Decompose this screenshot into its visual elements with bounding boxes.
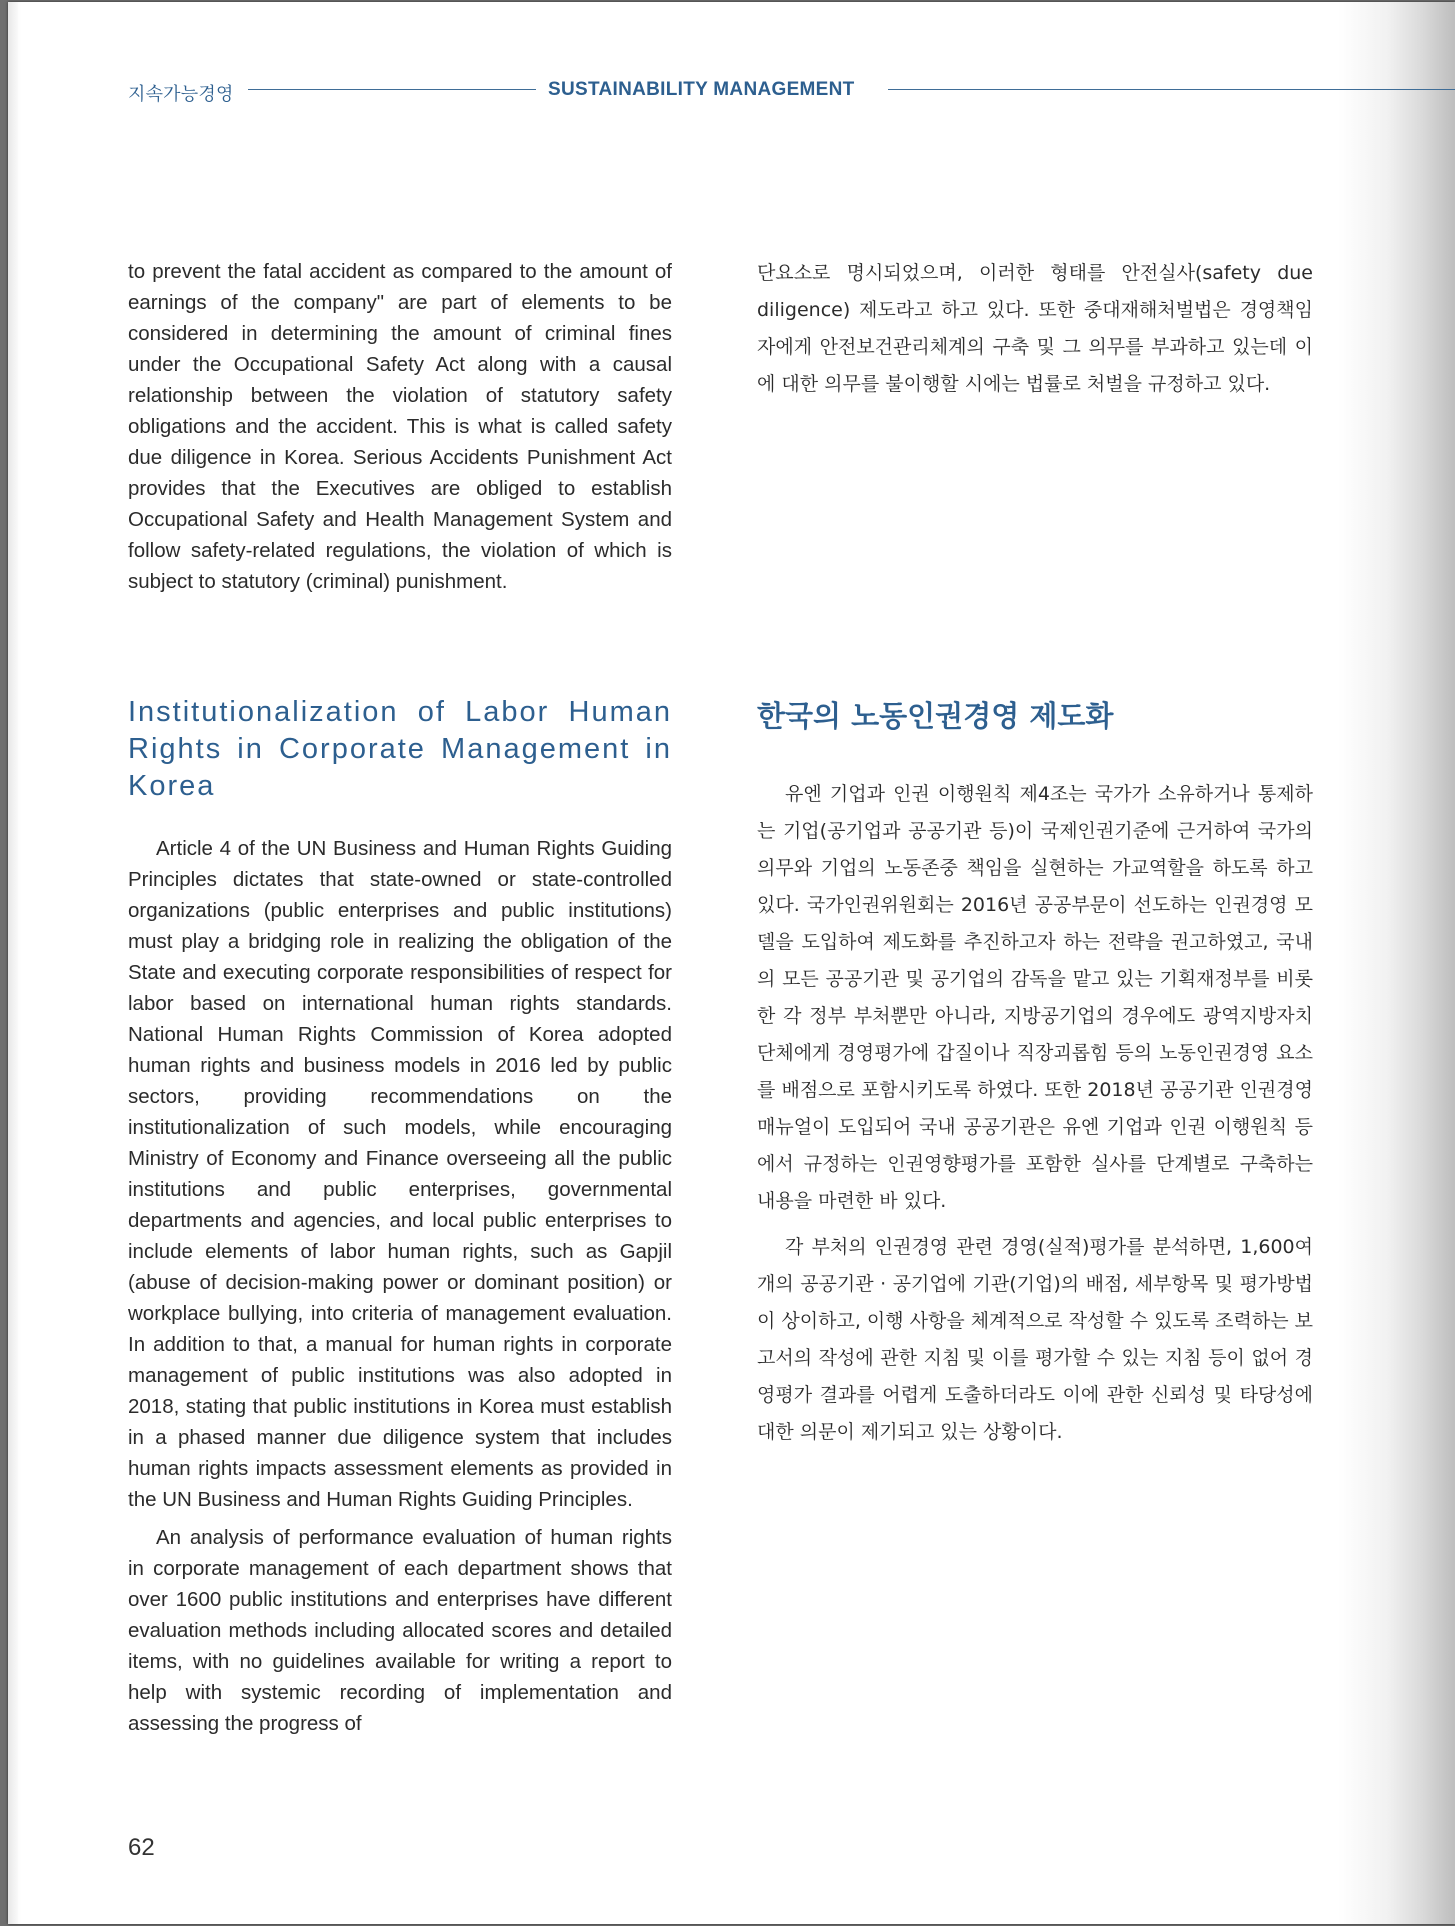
english-top-text <box>128 256 672 597</box>
english-body-paragraph-1: Article 4 of the UN Business and Human Rights Guiding Principles dictates that state-owned or state-controlled organizations (public enterprises and public institutions) must play a bridging role in realizing the obligation of the State and executing corporate responsibilities of respect for labor based on international human rights standards. National Human Rights Commission of Korea adopted human rights and business models in 2016 led by public sectors, providing recommendations on the institutionalization of such models, while encouraging Ministry of Economy and Finance overseeing all the public institutions and public enterprises, governmental departments and agencies, and local public enterprises to include elements of labor human rights, such as Gapjil (abuse of decision-making power or dominant position) or workplace bullying, into criteria of management evaluation. In addition to that, a manual for human rights in corporate management of public institutions was also adopted in 2018, stating that public institutions in Korea must establish in a phased manner due diligence system that includes human rights impacts assessment elements as provided in the UN Business and Human Rights Guiding Principles. <box>128 837 672 1511</box>
header-rule-left <box>248 89 536 90</box>
page-number: 62 <box>128 1834 155 1861</box>
english-section-heading: Institutionalization of Labor Human Rights in Corporate Management in Korea <box>128 696 672 802</box>
korean-section-heading: 한국의 노동인권경영 제도화 <box>757 699 1114 733</box>
english-top-paragraph: to prevent the fatal accident as compared to the amount of earnings of the company" are part of elements to be considered in determining the amount of criminal fines under the Occupational Safety Act along with a causal relationship between the violation of statutory safety obligations and the accident. This is what is called safety due diligence in Korea. Serious Accidents Punishment Act provides that the Executives are obliged to establish Occupational Safety and Health Management System and follow safety-related regulations, the violation of which is subject to statutory (criminal) punishment. <box>128 260 672 593</box>
running-header-english: SUSTAINABILITY MANAGEMENT <box>548 79 855 100</box>
korean-body-paragraph-2: 각 부처의 인권경영 관련 경영(실적)평가를 분석하면, 1,600여개의 공공기관 · 공기업에 기관(기업)의 배점, 세부항목 및 평가방법이 상이하고, 이행 사항을 체계적으로 작성할 수 있도록 조력하는 보고서의 작성에 관한 지침 및 이를 평가할 수 있는 지침 등이 없어 경영평가 결과를 어렵게 도출하더라도 이에 관한 신뢰성 및 타당성에 대한 의문이 제기되고 있는 상황이다. <box>757 1236 1313 1443</box>
korean-top-paragraph: 단요소로 명시되었으며, 이러한 형태를 안전실사(safety due diligence) 제도라고 하고 있다. 또한 중대재해처벌법은 경영책임자에게 안전보건관리체계의 구축 및 그 의무를 부과하고 있는데 이에 대한 의무를 불이행할 시에는 법률로 처벌을 규정하고 있다. <box>757 262 1313 395</box>
korean-top-text <box>757 255 1313 403</box>
page-binding-edge <box>8 2 18 1924</box>
english-body-paragraph-2: An analysis of performance evaluation of human rights in corporate management of each department shows that over 1600 public institutions and enterprises have different evaluation methods including allocated scores and detailed items, with no guidelines available for writing a report to help with systemic recording of implementation and assessing the progress of <box>128 1526 672 1735</box>
english-body <box>128 833 672 1739</box>
header-rule-right <box>888 89 1455 90</box>
running-header-korean: 지속가능경영 <box>128 84 234 104</box>
korean-body <box>757 776 1313 1451</box>
korean-body-paragraph-1: 유엔 기업과 인권 이행원칙 제4조는 국가가 소유하거나 통제하는 기업(공기업과 공공기관 등)이 국제인권기준에 근거하여 국가의 의무와 기업의 노동존중 책임을 실현하는 가교역할을 하도록 하고 있다. 국가인권위원회는 2016년 공공부문이 선도하는 인권경영 모델을 도입하여 제도화를 추진하고자 하는 전략을 권고하였고, 국내의 모든 공공기관 및 공기업의 감독을 맡고 있는 기획재정부를 비롯한 각 정부 부처뿐만 아니라, 지방공기업의 경우에도 광역지방자치단체에게 경영평가에 갑질이나 직장괴롭힘 등의 노동인권경영 요소를 배점으로 포함시키도록 하였다. 또한 2018년 공공기관 인권경영 매뉴얼이 도입되어 국내 공공기관은 유엔 기업과 인권 이행원칙 등에서 규정하는 인권영향평가를 포함한 실사를 단계별로 구축하는 내용을 마련한 바 있다. <box>757 783 1313 1212</box>
document-page <box>8 2 1455 1924</box>
